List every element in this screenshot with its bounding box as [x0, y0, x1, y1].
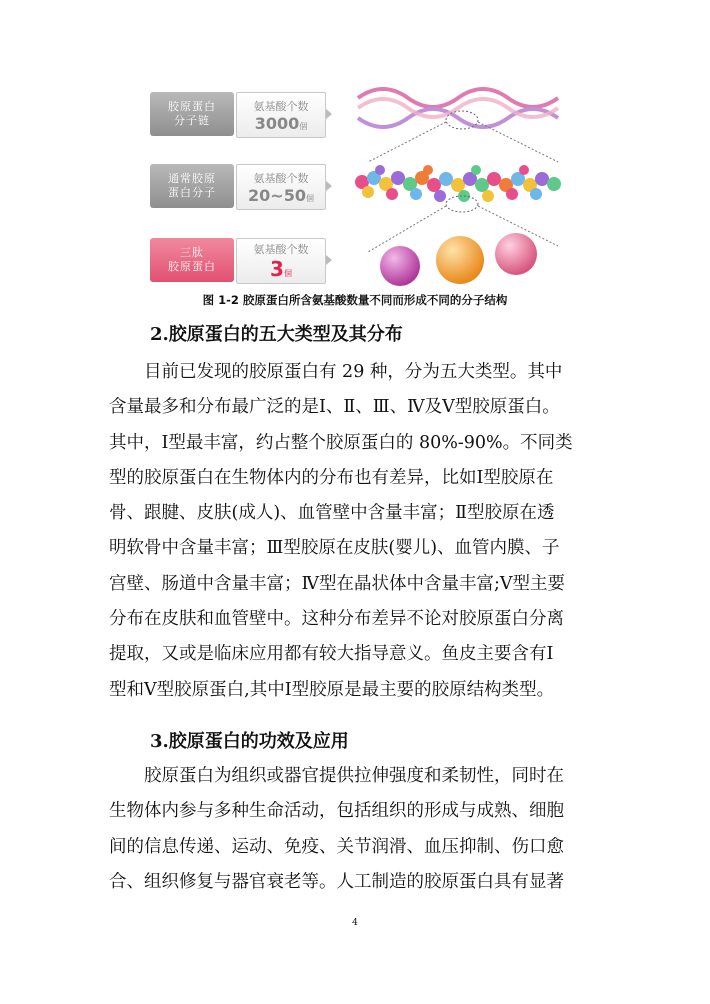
section3-heading: 3.胶原蛋白的功效及应用: [150, 731, 349, 752]
section2-line-4: 型的胶原蛋白在生物体内的分布也有差异，比如Ⅰ型胶原在: [109, 467, 554, 488]
row1-arrow-icon: [326, 109, 332, 119]
figure-caption: 图 1-2 胶原蛋白所含氨基酸数量不同而形成不同的分子结构: [202, 293, 508, 307]
section2-line-9: 提取，又或是临床应用都有较大指导意义。鱼皮主要含有Ⅰ: [109, 644, 554, 665]
row3-count-label: 氨基酸个数: [253, 243, 309, 256]
section3-line-1: 胶原蛋白为组织或器官提供拉伸强度和柔韧性，同时在: [144, 766, 564, 786]
collagen-structure-figure: [150, 84, 570, 290]
row3-arrow-icon: [326, 255, 332, 265]
page-number: 4: [352, 918, 358, 928]
section2-heading: 2.胶原蛋白的五大类型及其分布: [150, 324, 403, 345]
row1-count: 3000個: [254, 113, 308, 133]
section3-paragraph: [109, 759, 609, 900]
section3-line-3: 间的信息传递、运动、免疫、关节润滑、血压抑制、伤口愈: [109, 836, 564, 857]
row3-count: 3個: [270, 257, 292, 281]
section2-line-10: 型和Ⅴ型胶原蛋白,其中Ⅰ型胶原是最主要的胶原结构类型。: [109, 679, 555, 700]
tripeptide-icon: [380, 233, 537, 286]
row2-count: 20~50個: [248, 185, 314, 205]
section2-line-2: 含量最多和分布最广泛的是Ⅰ、Ⅱ、Ⅲ、Ⅳ及Ⅴ型胶原蛋白。: [109, 397, 560, 418]
section3-line-4: 合、组织修复与器官衰老等。人工制造的胶原蛋白具有显著: [109, 871, 564, 892]
section2-line-3: 其中，Ⅰ型最丰富，约占整个胶原蛋白的 80%-90%。不同类: [109, 432, 573, 453]
section2-line-7: 宫壁、肠道中含量丰富；Ⅳ型在晶状体中含量丰富;Ⅴ型主要: [109, 573, 566, 594]
section2-line-1: 目前已发现的胶原蛋白有 29 种，分为五大类型。其中: [144, 362, 563, 382]
row1-label-line1: 胶原蛋白: [168, 100, 216, 113]
section2-line-8: 分布在皮肤和血管壁中。这种分布差异不论对胶原蛋白分离: [109, 609, 564, 630]
row3-label: [150, 238, 234, 282]
triple-helix-icon: [358, 89, 558, 127]
row2-arrow-icon: [326, 181, 332, 191]
section2-paragraph: [109, 355, 609, 708]
row2-label-line2: 蛋白分子: [168, 186, 216, 199]
row2-label-line1: 通常胶原: [168, 172, 216, 185]
row2-count-box: [236, 164, 326, 210]
section3-line-2: 生物体内参与多种生命活动，包括组织的形成与成熟、细胞: [109, 801, 564, 822]
row3-label-line2: 胶原蛋白: [168, 260, 216, 273]
row3-label-line1: 三肽: [180, 246, 204, 259]
section2-line-5: 骨、跟腱、皮肤(成人)、血管壁中含量丰富；Ⅱ型胶原在透: [109, 503, 555, 524]
row3-count-box: [236, 238, 326, 284]
row1-count-label: 氨基酸个数: [253, 99, 309, 113]
row1-label: [150, 92, 234, 136]
section2-line-6: 明软骨中含量丰富；Ⅲ型胶原在皮肤(婴儿)、血管内膜、子: [109, 538, 560, 559]
molecule-illustrations: [338, 84, 578, 290]
row2-count-label: 氨基酸个数: [253, 171, 309, 185]
row1-count-box: [236, 92, 326, 138]
row1-label-line2: 分子链: [174, 114, 210, 127]
row2-label: [150, 164, 234, 208]
